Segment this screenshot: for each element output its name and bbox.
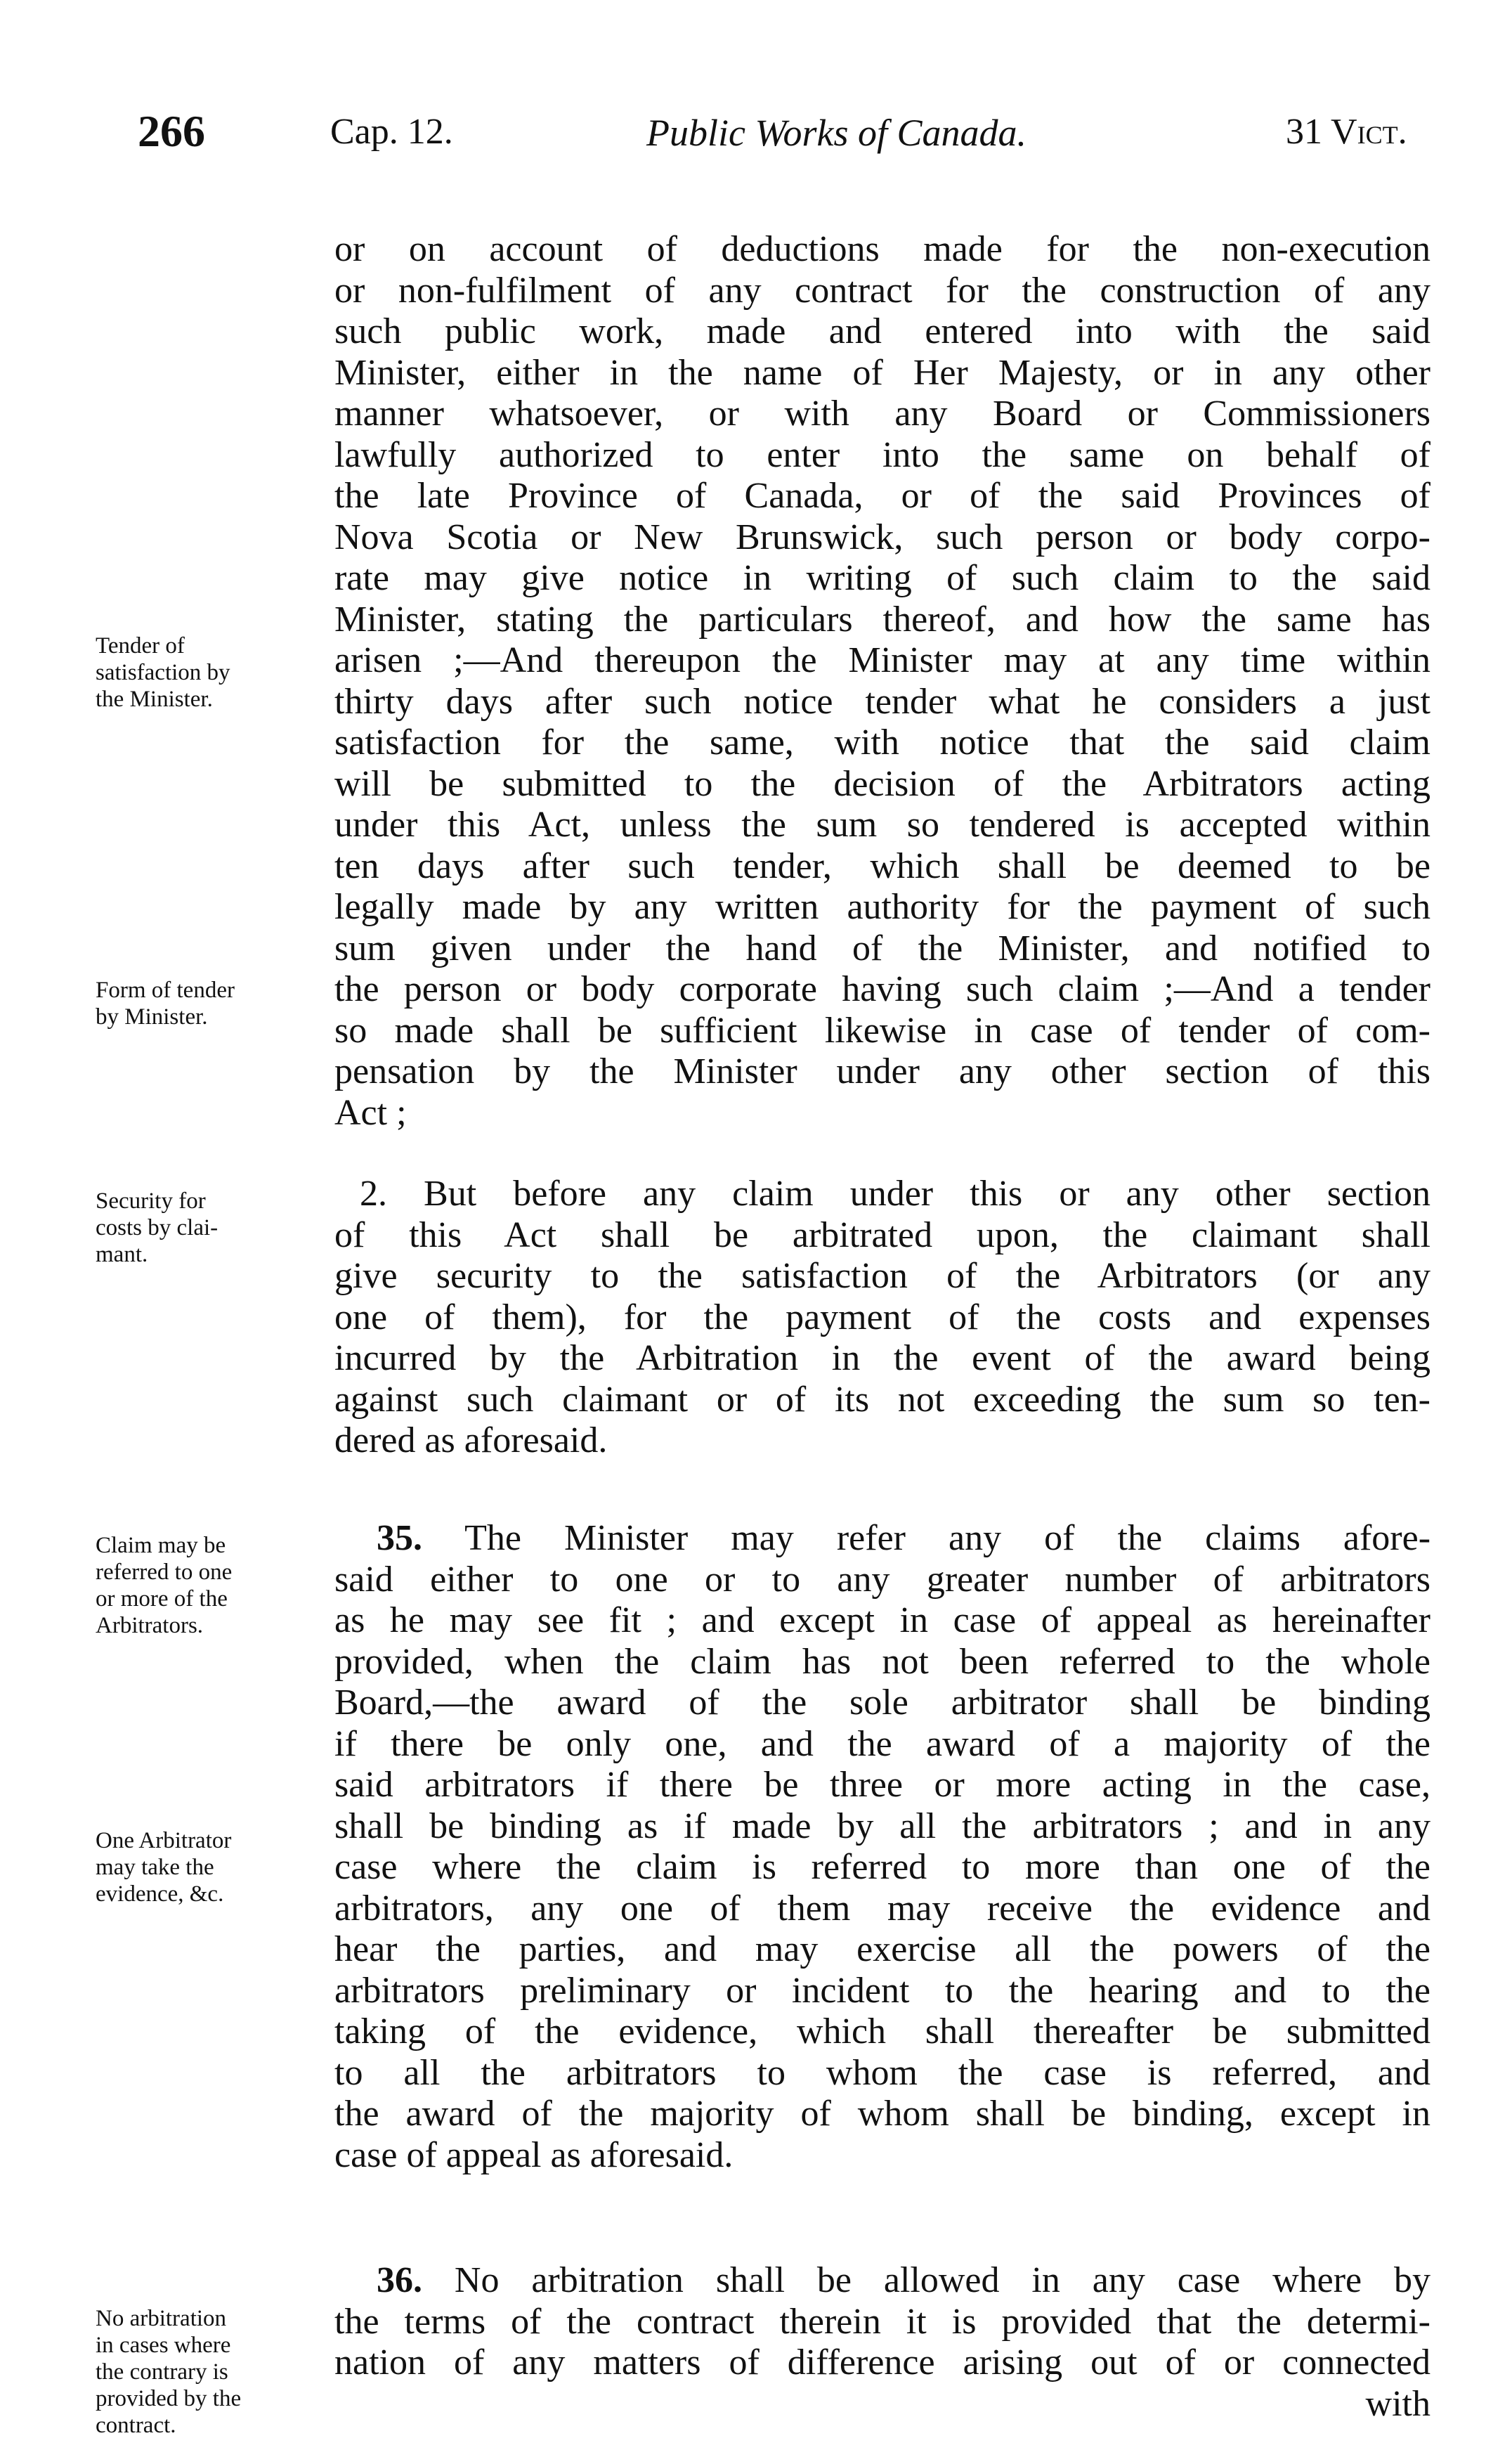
margin-note-tender-of-satisfaction: Tender of satisfaction by the Minister. (96, 633, 230, 712)
running-header (0, 105, 1512, 183)
section-number: 35. (377, 1518, 422, 1558)
section-36: 36. No arbitration shall be allowed in any case where by the terms of the contract therein it is provided that the determi- nation of any matters of difference arising out of or connected with (334, 2260, 1431, 2424)
regnal-year: 31 Vict. (1286, 112, 1407, 152)
margin-note-no-arbitration: No arbitration in cases where the contrary is provided by the contract. (96, 2306, 242, 2438)
margin-note-claim-referred: Claim may be referred to one or more of the Arbitrators. (96, 1533, 233, 1638)
margin-note-form-of-tender: Form of tender by Minister. (96, 978, 235, 1030)
running-title: Public Works of Canada. (646, 112, 1027, 154)
section-35: 35. The Minister may refer any of the claims afore- said either to one or to any greater number of arbitrators as he may see fit ; and except in case of appeal as hereinafter provided, when the claim has not been referred to the whole Board,—the award of the sole arbitrator shall be binding if there be only one, and the award of a majority of the said arbitrators if there be three or more acting in the case, shall be binding as if made by all the arbitrators ; and in any case where the claim is referred to more than one of the arbitrators, any one of them may receive the evidence and hear the parties, and may exercise all the powers of the arbitrators preliminary or incident to the hearing and to the taking of the evidence, which shall thereafter be submitted to all the arbitrators to whom the case is referred, and the award of the majority of whom shall be binding, except in case of appeal as aforesaid. (334, 1518, 1431, 2175)
chapter-label: Cap. 12. (330, 112, 453, 152)
margin-note-one-arbitrator: One Arbitrator may take the evidence, &c. (96, 1828, 232, 1907)
catchword: with (1365, 2383, 1430, 2424)
paragraph-continuation: or on account of deductions made for the non-execution or non-fulfilment of any contract for the construction of any such public work, made and entered into with the said Minister, either in the name of Her Majesty, or in any other manner whatsoever, or with any Board or Commissioners lawfully authorized to enter into the same on behalf of the late Province of Canada, or of the said Provinces of Nova Scotia or New Brunswick, such person or body corpo- rate may give notice in writing of such claim to the said Minister, stating the particulars thereof, and how the same has arisen ;—And thereupon the Minister may at any time within thirty days after such notice tender what he considers a just satisfaction for the same, with notice that the said claim will be submitted to the decision of the Arbitrators acting under this Act, unless the sum so tendered is accepted within ten days after such tender, which shall be deemed to be legally made by any written authority for the payment of such sum given under the hand of the Minister, and notified to the person or body corporate having such claim ;—And a tender so made shall be sufficient likewise in case of tender of com- pensation by the Minister under any other section of this Act ; (334, 229, 1430, 1133)
section-number: 36. (377, 2260, 422, 2300)
subsection-2: 2. But before any claim under this or any other section of this Act shall be arbitrated upon, the claimant shall give security to the satisfaction of the Arbitrators (or any one of them), for the payment of the costs and expenses incurred by the Arbitration in the event of the award being against such claimant or of its not exceeding the sum so ten- dered as aforesaid. (334, 1174, 1430, 1460)
margin-note-security-for-costs: Security for costs by clai- mant. (96, 1188, 219, 1267)
page-number: 266 (138, 106, 205, 156)
